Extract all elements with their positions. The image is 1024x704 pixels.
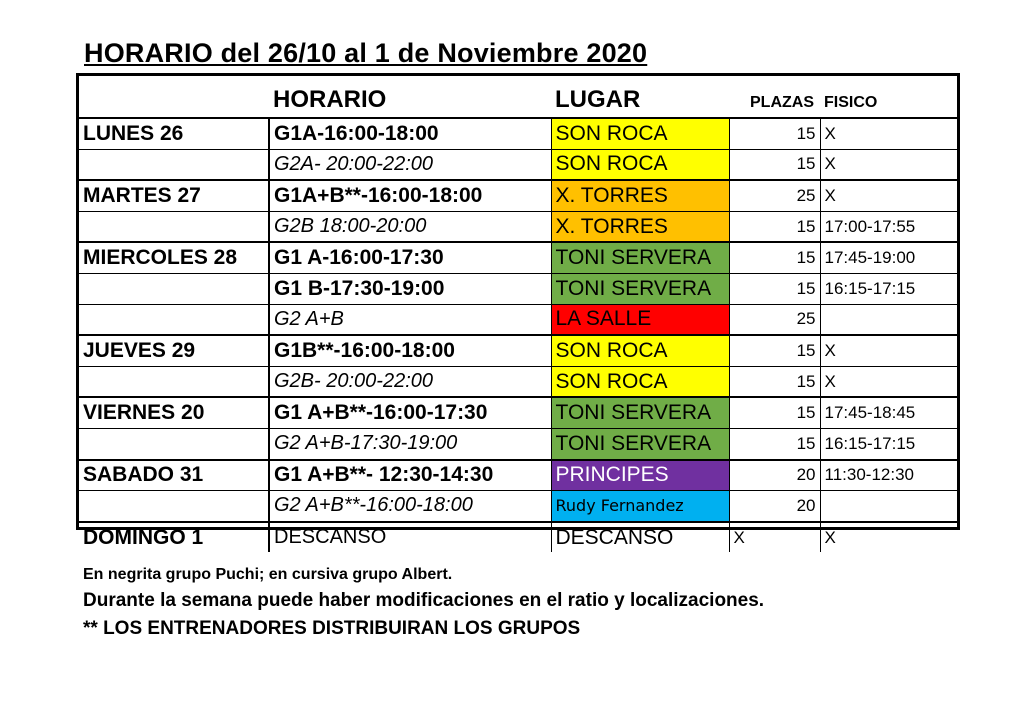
note-line-1: En negrita grupo Puchi; en cursiva grupo Albert. (83, 566, 453, 583)
table-row (79, 397, 957, 428)
day-cell: JUEVES 29 (79, 335, 269, 366)
table-row (79, 180, 957, 211)
plazas-cell: 25 (729, 304, 820, 335)
horario-cell: G1A+B**-16:00-18:00 (269, 180, 551, 211)
plazas-cell: 15 (729, 273, 820, 304)
plazas-cell: 15 (729, 211, 820, 242)
header-row (79, 76, 957, 118)
lugar-cell: SON ROCA (551, 149, 729, 180)
day-cell: MARTES 27 (79, 180, 269, 211)
lugar-cell: X. TORRES (551, 211, 729, 242)
plazas-cell: 20 (729, 460, 820, 491)
plazas-cell: 15 (729, 242, 820, 273)
fisico-cell: X (820, 522, 957, 553)
day-cell: VIERNES 20 (79, 397, 269, 428)
horario-cell: G2 A+B-17:30-19:00 (269, 428, 551, 459)
day-cell (79, 491, 269, 522)
plazas-cell: 15 (729, 149, 820, 180)
horario-cell: G2B 18:00-20:00 (269, 211, 551, 242)
lugar-cell: TONI SERVERA (551, 397, 729, 428)
day-cell (79, 428, 269, 459)
notes (83, 566, 764, 640)
plazas-cell: 25 (729, 180, 820, 211)
fisico-cell: X (820, 118, 957, 149)
table-row (79, 242, 957, 273)
horario-cell: G2B- 20:00-22:00 (269, 366, 551, 397)
plazas-cell: X (729, 522, 820, 553)
schedule-table (76, 73, 960, 549)
plazas-cell: 15 (729, 428, 820, 459)
horario-cell: G1 B-17:30-19:00 (269, 273, 551, 304)
fisico-cell (820, 304, 957, 335)
lugar-cell: SON ROCA (551, 366, 729, 397)
plazas-cell: 15 (729, 118, 820, 149)
lugar-cell: PRINCIPES (551, 460, 729, 491)
fisico-cell: X (820, 149, 957, 180)
lugar-cell: Rudy Fernandez (551, 491, 729, 522)
horario-cell: G2 A+B (269, 304, 551, 335)
table-row (79, 428, 957, 459)
fisico-cell: 17:00-17:55 (820, 211, 957, 242)
header-lugar: LUGAR (551, 76, 729, 118)
fisico-cell: 16:15-17:15 (820, 428, 957, 459)
lugar-cell: LA SALLE (551, 304, 729, 335)
horario-cell: G1 A+B**-16:00-17:30 (269, 397, 551, 428)
fisico-cell: 17:45-18:45 (820, 397, 957, 428)
horario-cell: G1 A+B**- 12:30-14:30 (269, 460, 551, 491)
table-row (79, 273, 957, 304)
table-row (79, 211, 957, 242)
horario-cell: G1 A-16:00-17:30 (269, 242, 551, 273)
table-row (79, 491, 957, 522)
fisico-cell: 17:45-19:00 (820, 242, 957, 273)
note-line-3: ** LOS ENTRENADORES DISTRIBUIRAN LOS GRUPOS (83, 618, 581, 639)
fisico-cell: X (820, 335, 957, 366)
lugar-cell: DESCANSO (551, 522, 729, 553)
fisico-cell: X (820, 180, 957, 211)
table-row (79, 522, 957, 553)
day-cell (79, 273, 269, 304)
table-row (79, 304, 957, 335)
horario-cell: G1B**-16:00-18:00 (269, 335, 551, 366)
day-cell (79, 149, 269, 180)
lugar-cell: SON ROCA (551, 118, 729, 149)
lugar-cell: TONI SERVERA (551, 273, 729, 304)
note-line-2: Durante la semana puede haber modificaciones en el ratio y localizaciones. (83, 590, 765, 611)
fisico-cell: X (820, 366, 957, 397)
table-row (79, 366, 957, 397)
lugar-cell: SON ROCA (551, 335, 729, 366)
fisico-cell: 16:15-17:15 (820, 273, 957, 304)
lugar-cell: TONI SERVERA (551, 242, 729, 273)
fisico-cell (820, 491, 957, 522)
table-row (79, 335, 957, 366)
plazas-cell: 20 (729, 491, 820, 522)
table-row (79, 149, 957, 180)
horario-cell: G1A-16:00-18:00 (269, 118, 551, 149)
header-plazas: PLAZAS (729, 76, 820, 118)
lugar-cell: X. TORRES (551, 180, 729, 211)
header-dia (79, 76, 269, 118)
horario-cell: G2A- 20:00-22:00 (269, 149, 551, 180)
plazas-cell: 15 (729, 366, 820, 397)
plazas-cell: 15 (729, 335, 820, 366)
day-cell: DOMINGO 1 (79, 522, 269, 553)
schedule-title: HORARIO del 26/10 al 1 de Noviembre 2020 (84, 38, 648, 68)
day-cell (79, 304, 269, 335)
day-cell: MIERCOLES 28 (79, 242, 269, 273)
lugar-cell: TONI SERVERA (551, 428, 729, 459)
day-cell (79, 366, 269, 397)
day-cell (79, 211, 269, 242)
horario-cell: G2 A+B**-16:00-18:00 (269, 491, 551, 522)
fisico-cell: 11:30-12:30 (820, 460, 957, 491)
day-cell: SABADO 31 (79, 460, 269, 491)
table-row (79, 118, 957, 149)
plazas-cell: 15 (729, 397, 820, 428)
horario-cell: DESCANSO (269, 522, 551, 553)
header-horario: HORARIO (269, 76, 551, 118)
table-row (79, 460, 957, 491)
header-fisico: FISICO (820, 76, 957, 118)
day-cell: LUNES 26 (79, 118, 269, 149)
